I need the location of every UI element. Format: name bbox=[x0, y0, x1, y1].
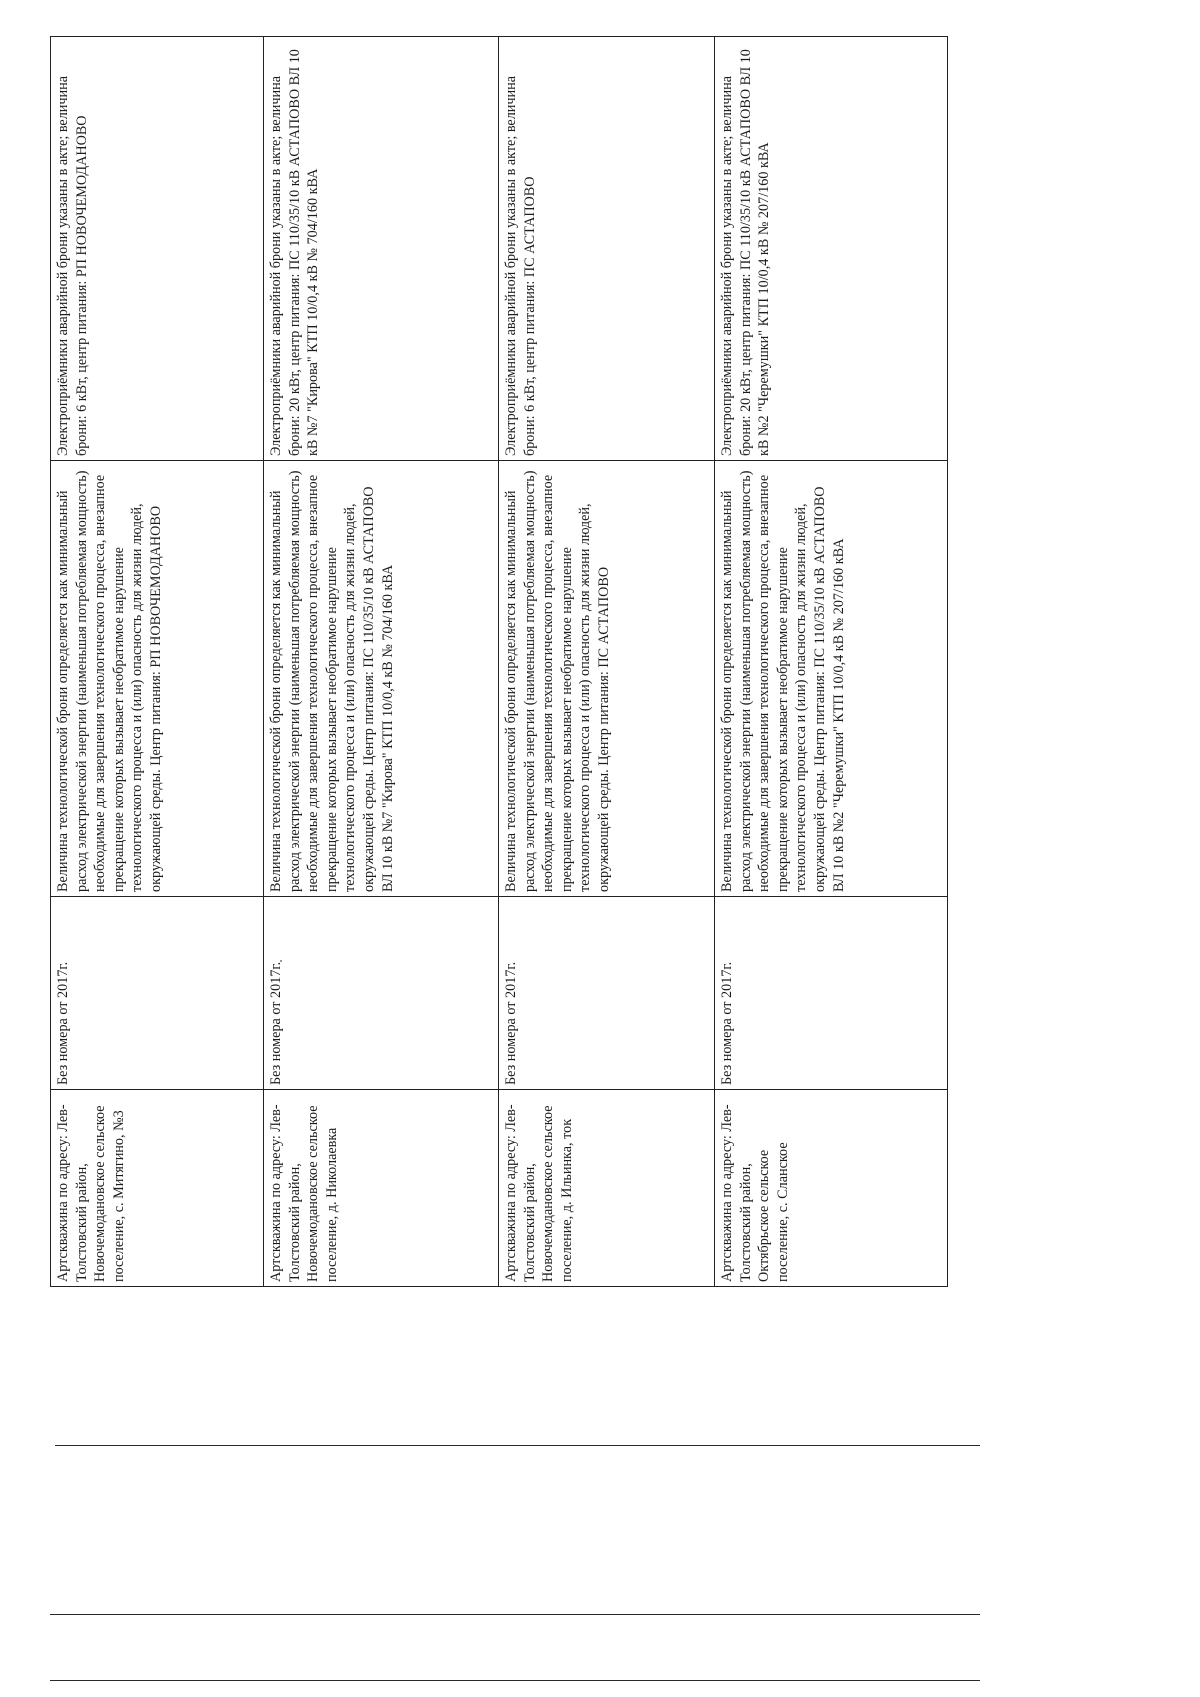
emergency-reserve-cell: Электроприёмники аварийной брони указаны в акте; величина брони: 6 кВт, центр питания: ПС АСТАПОВО bbox=[499, 37, 715, 461]
signature-line bbox=[55, 1445, 980, 1446]
table-row bbox=[715, 37, 948, 1287]
technological-reserve-cell: Величина технологической брони определяется как минимальный расход электрической энергии (наименьшая потребляемая мощность) необходимые для завершения технологического процесса, внезапное прекращение которых вызывает необратимое нарушение технологического процесса и (или) опасность для жизни людей, окружающей среды. Центр питания: ПС АСТАПОВО bbox=[499, 461, 715, 897]
act-cell: Без номера от 2017г. bbox=[264, 897, 499, 1090]
act-cell: Без номера от 2017г. bbox=[51, 897, 264, 1090]
table-row bbox=[264, 37, 499, 1287]
table-row bbox=[51, 37, 264, 1287]
signature-line bbox=[50, 1614, 980, 1615]
reserve-table bbox=[50, 36, 948, 1287]
technological-reserve-cell: Величина технологической брони определяется как минимальный расход электрической энергии (наименьшая потребляемая мощность) необходимые для завершения технологического процесса, внезапное прекращение которых вызывает необратимое нарушение технологического процесса и (или) опасность для жизни людей, окружающей среды. Центр питания: РП НОВОЧЕМОДАНОВО bbox=[51, 461, 264, 897]
technological-reserve-cell: Величина технологической брони определяется как минимальный расход электрической энергии (наименьшая потребляемая мощность) необходимые для завершения технологического процесса, внезапное прекращение которых вызывает необратимое нарушение технологического процесса и (или) опасность для жизни людей, окружающей среды. Центр питания: ПС 110/35/10 кВ АСТАПОВО ВЛ 10 кВ №2 "Черемушки" КТП 10/0,4 кВ № 207/160 кВА bbox=[715, 461, 948, 897]
act-cell: Без номера от 2017г. bbox=[715, 897, 948, 1090]
scan-speck bbox=[280, 960, 282, 962]
act-cell: Без номера от 2017г. bbox=[499, 897, 715, 1090]
object-cell: Артскважина по адресу: Лев-Толстовский район, Октябрьское сельское поселение, с. Сланское bbox=[715, 1090, 948, 1287]
signature-line bbox=[50, 1680, 980, 1681]
object-cell: Артскважина по адресу: Лев-Толстовский район, Новочемодановское сельское поселение, с. Митягино, №3 bbox=[51, 1090, 264, 1287]
emergency-reserve-cell: Электроприёмники аварийной брони указаны в акте; величина брони: 6 кВт, центр питания: РП НОВОЧЕМОДАНОВО bbox=[51, 37, 264, 461]
emergency-reserve-cell: Электроприёмники аварийной брони указаны в акте; величина брони: 20 кВт, центр питания: ПС 110/35/10 кВ АСТАПОВО ВЛ 10 кВ №2 "Черемушки" КТП 10/0,4 кВ № 207/160 кВА bbox=[715, 37, 948, 461]
object-cell: Артскважина по адресу: Лев-Толстовский район, Новочемодановское сельское поселение, д. Николаевка bbox=[264, 1090, 499, 1287]
table-row bbox=[499, 37, 715, 1287]
object-cell: Артскважина по адресу: Лев-Толстовский район, Новочемодановское сельское поселение, д. Ильинка, ток bbox=[499, 1090, 715, 1287]
technological-reserve-cell: Величина технологической брони определяется как минимальный расход электрической энергии (наименьшая потребляемая мощность) необходимые для завершения технологического процесса, внезапное прекращение которых вызывает необратимое нарушение технологического процесса и (или) опасность для жизни людей, окружающей среды. Центр питания: ПС 110/35/10 кВ АСТАПОВО ВЛ 10 кВ №7 "Кирова" КТП 10/0,4 кВ № 704/160 кВА bbox=[264, 461, 499, 897]
emergency-reserve-cell: Электроприёмники аварийной брони указаны в акте; величина брони: 20 кВт, центр питания: ПС 110/35/10 кВ АСТАПОВО ВЛ 10 кВ №7 "Кирова" КТП 10/0,4 кВ № 704/160 кВА bbox=[264, 37, 499, 461]
